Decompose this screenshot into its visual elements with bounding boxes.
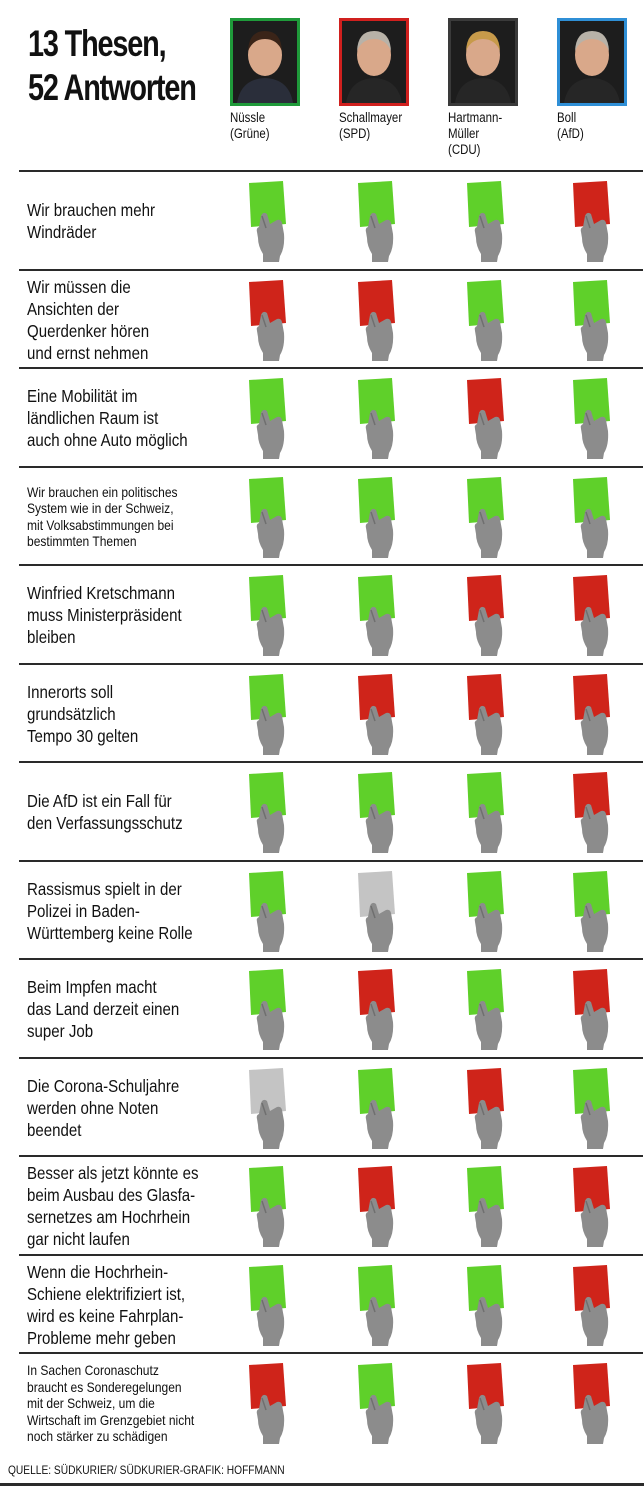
thesis-line: super Job	[27, 1021, 94, 1042]
thesis-text	[27, 1075, 242, 1141]
vote-card-green	[461, 1165, 513, 1247]
vote-card-green	[461, 968, 513, 1050]
vote-card-red	[461, 574, 513, 656]
candidate-name	[448, 110, 525, 158]
vote-card-green	[461, 180, 513, 262]
vote-card-green	[352, 574, 404, 656]
thesis-line: ländlichen Raum ist	[27, 408, 159, 429]
portrait-icon	[560, 21, 624, 103]
candidate-photo	[339, 18, 409, 106]
vote-card-green	[243, 771, 295, 853]
thesis-row	[19, 1057, 643, 1158]
vote-card-green	[352, 180, 404, 262]
thesis-line: Die Corona-Schuljahre	[27, 1075, 180, 1096]
thesis-line: Polizei in Baden-	[27, 900, 140, 921]
vote-card-green	[243, 377, 295, 459]
candidate-name	[339, 110, 416, 142]
thesis-line: den Verfassungsschutz	[27, 813, 183, 834]
candidate-photo	[230, 18, 300, 106]
thesis-line: und ernst nehmen	[27, 342, 149, 363]
thesis-line: braucht es Sonderegelungen	[27, 1378, 182, 1395]
vote-card-red	[352, 279, 404, 361]
portrait-icon	[233, 21, 297, 103]
vote-card-green	[461, 476, 513, 558]
vote-card-green	[243, 574, 295, 656]
thesis-line: Wir müssen die	[27, 276, 131, 297]
thesis-text	[27, 1162, 242, 1250]
thesis-line: grundsätzlich	[27, 703, 116, 724]
source-note: QUELLE: SÜDKURIER/ SÜDKURIER-GRAFIK: HOFFMANN	[8, 1463, 285, 1477]
thesis-line: Wir brauchen ein politisches	[27, 483, 178, 500]
thesis-line: Probleme mehr geben	[27, 1327, 176, 1348]
candidate-0	[230, 18, 320, 142]
thesis-line: Wir brauchen mehr	[27, 200, 155, 221]
candidate-3	[557, 18, 644, 142]
vote-card-green	[243, 870, 295, 952]
thesis-text	[27, 790, 242, 834]
thesis-text	[27, 385, 242, 451]
thesis-text	[27, 276, 242, 364]
title-line-2: 52 Antworten	[28, 67, 196, 108]
vote-card-red	[461, 377, 513, 459]
thesis-line: Besser als jetzt könnte es	[27, 1163, 199, 1184]
vote-card-red	[461, 1362, 513, 1444]
vote-card-red	[352, 968, 404, 1050]
thesis-line: auch ohne Auto möglich	[27, 430, 188, 451]
candidate-name-line: Boll	[557, 110, 577, 125]
thesis-line: mit Volksabstimmungen bei	[27, 516, 174, 533]
thesis-row	[19, 367, 643, 468]
vote-card-red	[567, 180, 619, 262]
thesis-line: Schiene elektrifiziert ist,	[27, 1283, 186, 1304]
vote-card-green	[461, 279, 513, 361]
vote-card-green	[461, 870, 513, 952]
thesis-line: muss Ministerpräsident	[27, 605, 182, 626]
thesis-line: Beim Impfen macht	[27, 977, 157, 998]
vote-card-red	[243, 279, 295, 361]
vote-card-green	[352, 476, 404, 558]
vote-card-red	[352, 673, 404, 755]
candidate-photo	[448, 18, 518, 106]
thesis-text	[27, 1362, 242, 1445]
thesis-text	[27, 199, 242, 243]
thesis-line: System wie in der Schweiz,	[27, 500, 174, 517]
vote-card-red	[567, 1264, 619, 1346]
vote-card-green	[567, 870, 619, 952]
vote-card-green	[461, 1264, 513, 1346]
vote-card-green	[567, 1067, 619, 1149]
thesis-row	[19, 466, 643, 567]
thesis-text	[27, 1261, 242, 1349]
vote-card-green	[243, 1264, 295, 1346]
thesis-row	[19, 170, 643, 271]
thesis-line: werden ohne Noten	[27, 1097, 159, 1118]
thesis-line: Tempo 30 gelten	[27, 725, 139, 746]
vote-card-green	[567, 476, 619, 558]
vote-card-red	[567, 968, 619, 1050]
thesis-text	[27, 484, 242, 550]
thesis-row	[19, 663, 643, 764]
candidate-2	[448, 18, 538, 158]
vote-card-red	[567, 771, 619, 853]
thesis-row	[19, 1155, 643, 1256]
thesis-line: gar nicht laufen	[27, 1229, 130, 1250]
vote-card-green	[352, 771, 404, 853]
candidate-party: (Grüne)	[230, 126, 270, 141]
vote-card-green	[352, 1067, 404, 1149]
candidate-name	[230, 110, 307, 142]
candidate-photo	[557, 18, 627, 106]
vote-card-green	[243, 180, 295, 262]
candidate-party: (CDU)	[448, 142, 481, 157]
thesis-line: das Land derzeit einen	[27, 999, 180, 1020]
vote-card-green	[352, 1362, 404, 1444]
thesis-line: Innerorts soll	[27, 681, 114, 702]
portrait-icon	[342, 21, 406, 103]
thesis-line: Ansichten der	[27, 298, 120, 319]
vote-card-red	[461, 1067, 513, 1149]
thesis-text	[27, 878, 242, 944]
candidate-name-line: Hartmann-	[448, 110, 503, 125]
vote-card-grey	[352, 870, 404, 952]
thesis-text	[27, 976, 242, 1042]
thesis-row	[19, 1254, 643, 1355]
vote-card-red	[352, 1165, 404, 1247]
thesis-line: beim Ausbau des Glasfa-	[27, 1185, 196, 1206]
vote-card-grey	[243, 1067, 295, 1149]
thesis-row	[19, 761, 643, 862]
thesis-text	[27, 582, 242, 648]
vote-card-green	[243, 673, 295, 755]
vote-card-green	[243, 968, 295, 1050]
thesis-line: sernetzes am Hochrhein	[27, 1207, 191, 1228]
candidate-1	[339, 18, 429, 142]
thesis-text	[27, 681, 242, 747]
thesis-row	[19, 269, 643, 370]
vote-card-red	[567, 673, 619, 755]
candidate-name-line: Nüssle	[230, 110, 266, 125]
candidate-party: (SPD)	[339, 126, 371, 141]
thesis-row	[19, 958, 643, 1059]
portrait-icon	[451, 21, 515, 103]
thesis-line: Eine Mobilität im	[27, 386, 138, 407]
candidate-party: (AfD)	[557, 126, 584, 141]
thesis-line: Rassismus spielt in der	[27, 878, 182, 899]
thesis-line: bleiben	[27, 627, 76, 648]
vote-card-green	[567, 279, 619, 361]
thesis-line: noch stärker zu schädigen	[27, 1428, 168, 1444]
vote-card-green	[352, 1264, 404, 1346]
vote-card-green	[567, 377, 619, 459]
thesis-line: wird es keine Fahrplan-	[27, 1305, 184, 1326]
thesis-row	[19, 860, 643, 961]
vote-card-red	[243, 1362, 295, 1444]
vote-card-green	[352, 377, 404, 459]
chart-title	[28, 22, 196, 110]
thesis-line: In Sachen Coronaschutz	[27, 1362, 159, 1378]
thesis-row	[19, 1352, 643, 1453]
thesis-line: Windräder	[27, 222, 97, 243]
thesis-line: bestimmten Themen	[27, 533, 137, 550]
thesis-line: beendet	[27, 1119, 82, 1140]
vote-card-red	[567, 1165, 619, 1247]
vote-card-red	[567, 574, 619, 656]
thesis-line: Wirtschaft im Grenzgebiet nicht	[27, 1411, 195, 1428]
thesis-row	[19, 564, 643, 665]
vote-card-green	[461, 771, 513, 853]
candidate-name-line: Schallmayer	[339, 110, 403, 125]
thesis-line: Winfried Kretschmann	[27, 583, 176, 604]
candidate-name-line: Müller	[448, 126, 480, 141]
bottom-divider	[0, 1483, 644, 1486]
vote-card-red	[567, 1362, 619, 1444]
thesis-line: mit der Schweiz, um die	[27, 1395, 155, 1411]
title-line-1: 13 Thesen,	[28, 23, 166, 64]
vote-card-green	[243, 476, 295, 558]
thesis-line: Querdenker hören	[27, 320, 150, 341]
thesis-line: Wenn die Hochrhein-	[27, 1261, 169, 1282]
vote-card-green	[243, 1165, 295, 1247]
candidate-name	[557, 110, 634, 142]
thesis-line: Württemberg keine Rolle	[27, 922, 193, 943]
vote-card-red	[461, 673, 513, 755]
thesis-line: Die AfD ist ein Fall für	[27, 791, 172, 812]
